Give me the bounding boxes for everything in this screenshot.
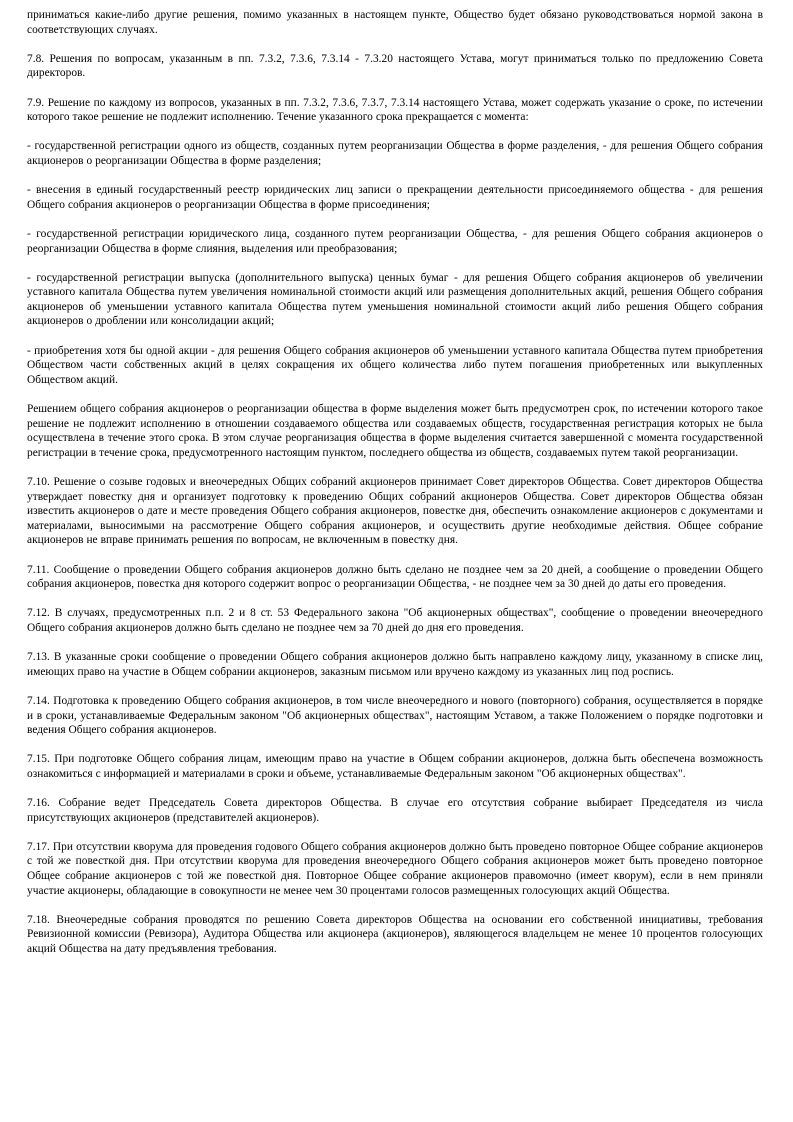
paragraph-p-dash-3: - государственной регистрации юридического лица, созданного путем реорганизации Общества, - для решения Общего собрания акционеров о реорганизации Общества в форме слияния, выделения или преобразования;: [27, 227, 763, 255]
paragraph-p-7-12: 7.12. В случаях, предусмотренных п.п. 2 и 8 ст. 53 Федерального закона "Об акционерных обществах", сообщение о проведении внеочередного Общего собрания акционеров должно быть сделано не позднее чем за 70 дней до дня его проведения.: [27, 607, 763, 634]
paragraph-p-7-13: 7.13. В указанные сроки сообщение о проведении Общего собрания акционеров должно быть направлено каждому лицу, указанному в списке лиц, имеющих право на участие в Общем собрании акционеров, заказным письмом или вручено каждому из указанных лиц под роспись.: [27, 651, 763, 678]
paragraph-p-7-17: 7.17. При отсутствии кворума для проведения годового Общего собрания акционеров должно быть проведено повторное Общее собрание акционеров с той же повесткой дня. При отсутствии кворума для проведения внеочередного Общего собрания акционеров может быть проведено повторное Общее собрание акционеров с той же повесткой дня. Повторное Общее собрание акционеров правомочно (имеет кворум), если в нем приняли участие акционеры, обладающие в совокупности не менее чем 30 процентами голосов размещенных голосующих акций Общества.: [27, 840, 763, 897]
paragraph-p-7-9: 7.9. Решение по каждому из вопросов, указанных в пп. 7.3.2, 7.3.6, 7.3.7, 7.3.14 настоящего Устава, может содержать указание о сроке, по истечении которого такое решение не подлежит исполнению. Течение указанного срока прекращается с момента:: [27, 96, 763, 124]
document-body: [27, 8, 763, 957]
paragraph-p-dash-4: - государственной регистрации выпуска (дополнительного выпуска) ценных бумаг - для решения Общего собрания акционеров об увеличении уставного капитала Общества путем увеличения номинальной стоимости акций или размещения дополнительных акций, решения Общего собрания акционеров об уменьшении уставного капитала Общества путем уменьшения номинальной стоимости акций либо решения Общего собрания акционеров о дроблении или консолидации акций;: [27, 271, 763, 328]
paragraph-p-7-16: 7.16. Собрание ведет Председатель Совета директоров Общества. В случае его отсутствия собрание выбирает Председателя из числа присутствующих акционеров (представителей акционеров).: [27, 797, 763, 824]
paragraph-p-7-15: 7.15. При подготовке Общего собрания лицам, имеющим право на участие в Общем собрании акционеров, должна быть обеспечена возможность ознакомиться с информацией и материалами в сроки и объеме, устанавливаемые Федеральным законом "Об акционерных обществах".: [27, 753, 763, 780]
paragraph-p-dash-1: - государственной регистрации одного из обществ, созданных путем реорганизации Общества в форме разделения, - для решения Общего собрания акционеров о реорганизации Общества в форме разделения;: [27, 140, 763, 167]
paragraph-p-7-18: 7.18. Внеочередные собрания проводятся по решению Совета директоров Общества на основании его собственной инициативы, требования Ревизионной комиссии (Ревизора), Аудитора Общества или акционера (акционеров), являющегося владельцем не менее 10 процентов голосующих акций Общества на дату предъявления требования.: [27, 913, 763, 955]
paragraph-p-7-11: 7.11. Сообщение о проведении Общего собрания акционеров должно быть сделано не позднее чем за 20 дней, а сообщение о проведении Общего собрания акционеров, повестка дня которого содержит вопрос о реорганизации Общества, - не позднее чем за 30 дней до даты его проведения.: [27, 563, 763, 591]
paragraph-p-continuation-7-7: приниматься какие-либо другие решения, помимо указанных в настоящем пункте, Общество будет обязано руководствоваться нормой закона в соответствующих случаях.: [27, 9, 763, 36]
paragraph-p-7-10: 7.10. Решение о созыве годовых и внеочередных Общих собраний акционеров принимает Совет директоров Общества. Совет директоров Общества утверждает повестку дня и организует подготовку к проведению Общих собраний акционеров Общества. Совет директоров Общества обязан известить акционеров о дате и месте проведения Общего собрания акционеров, повестке дня, обеспечить ознакомление акционеров с документами и материалами, выносимыми на рассмотрение Общего собрания акционеров, и осуществить другие необходимые действия. Общее собрание акционеров не вправе принимать решения по вопросам, не включенным в повестку дня.: [27, 476, 763, 547]
paragraph-p-dash-5: - приобретения хотя бы одной акции - для решения Общего собрания акционеров об уменьшении уставного капитала Общества путем приобретения Обществом части собственных акций в целях сокращения их общего количества либо путем погашения приобретенных или выкупленных Обществом акций.: [27, 344, 763, 386]
paragraph-p-7-14: 7.14. Подготовка к проведению Общего собрания акционеров, в том числе внеочередного и нового (повторного) собрания, осуществляется в порядке и в сроки, устанавливаемые Федеральным законом "Об акционерных обществах", настоящим Уставом, а также Положением о порядке подготовки и ведения Общего собрания акционеров.: [27, 694, 763, 737]
paragraph-p-dash-2: - внесения в единый государственный реестр юридических лиц записи о прекращении деятельности присоединяемого общества - для решения Общего собрания акционеров о реорганизации Общества в форме присоединения;: [27, 184, 763, 211]
paragraph-p-reorg-note: Решением общего собрания акционеров о реорганизации общества в форме выделения может быть предусмотрен срок, по истечении которого такое решение не подлежит исполнению в отношении создаваемого общества или создаваемых обществ, государственная регистрация которых не была осуществлена в течение этого срока. В этом случае реорганизация общества в форме выделения считается завершенной с момента государственной регистрации в течение срока, предусмотренного настоящим пунктом, последнего общества из обществ, создаваемых путем такой реорганизации.: [27, 403, 763, 459]
paragraph-p-7-8: 7.8. Решения по вопросам, указанным в пп. 7.3.2, 7.3.6, 7.3.14 - 7.3.20 настоящего Устава, могут приниматься только по предложению Совета директоров.: [27, 52, 763, 80]
